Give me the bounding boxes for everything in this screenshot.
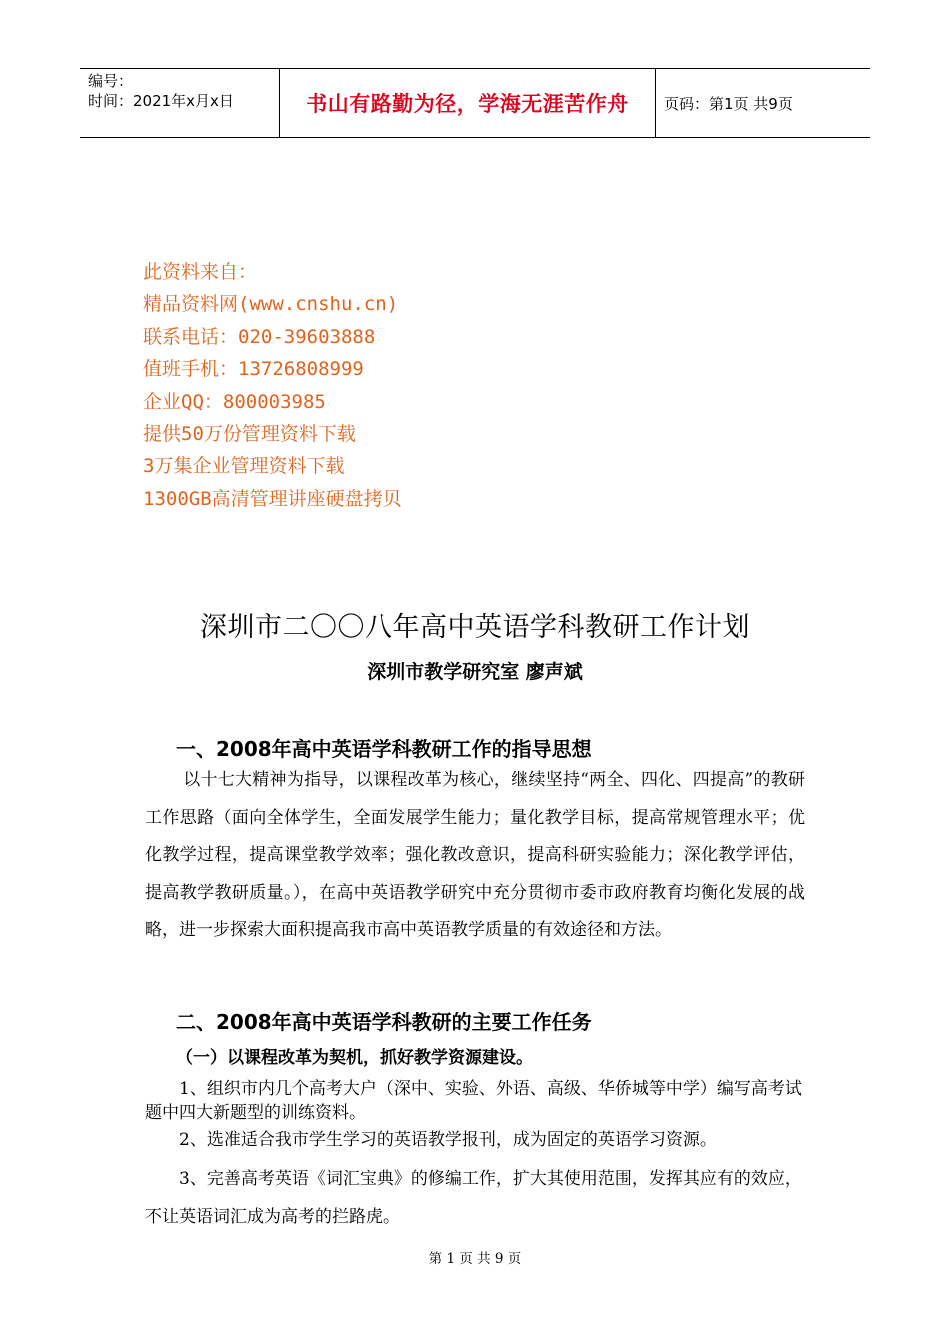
document-author: 深圳市教学研究室 廖声斌 bbox=[367, 661, 583, 683]
section-2-heading: 二、2008年高中英语学科教研的主要工作任务 bbox=[176, 1010, 592, 1034]
section-2-subheading: （一）以课程改革为契机，抓好教学资源建设。 bbox=[176, 1048, 533, 1068]
section-1-heading: 一、2008年高中英语学科教研工作的指导思想 bbox=[176, 737, 592, 761]
source-line: 联系电话：020-39603888 bbox=[143, 325, 376, 348]
source-line: 企业QQ：800003985 bbox=[143, 390, 326, 413]
document-title: 深圳市二〇〇八年高中英语学科教研工作计划 bbox=[200, 612, 750, 643]
source-line: 提供50万份管理资料下载 bbox=[143, 423, 356, 446]
header-table bbox=[80, 68, 870, 138]
source-line: 3万集企业管理资料下载 bbox=[143, 455, 345, 478]
number-label: 编号： bbox=[88, 72, 134, 90]
page-footer: 第 1 页 共 9 页 bbox=[428, 1251, 522, 1267]
source-line: 精品资料网(www.cnshu.cn) bbox=[143, 293, 399, 316]
source-info-block bbox=[143, 256, 402, 515]
source-line: 1300GB高清管理讲座硬盘拷贝 bbox=[143, 487, 402, 510]
source-line: 此资料来自： bbox=[143, 261, 258, 283]
header-left-cell bbox=[80, 69, 280, 137]
list-item: 1、组织市内几个高考大户（深中、实验、外语、高级、华侨城等中学）编写高考试题中四大新题型的训练资料。 bbox=[145, 1079, 802, 1123]
section-1-paragraph bbox=[145, 762, 805, 950]
list-item: 3、完善高考英语《词汇宝典》的修编工作，扩大其使用范围，发挥其应有的效应，不让英语词汇成为高考的拦路虎。 bbox=[145, 1169, 802, 1227]
list-item: 2、选准适合我市学生学习的英语教学报刊，成为固定的英语学习资源。 bbox=[179, 1130, 717, 1150]
source-line: 值班手机：13726808999 bbox=[143, 358, 364, 381]
date-label: 时间：2021年x月x日 bbox=[88, 92, 234, 110]
header-page-info: 页码：第1页 共9页 bbox=[664, 94, 793, 113]
header-motto: 书山有路勤为径，学海无涯苦作舟 bbox=[280, 69, 656, 137]
section-1-text: 以十七大精神为指导，以课程改革为核心，继续坚持“两全、四化、四提高”的教研工作思路（面向全体学生，全面发展学生能力；量化教学目标，提高常规管理水平；优化教学过程，提高课堂教学效率；强化教改意识，提高科研实验能力；深化教学评估，提高教学教研质量。），在高中英语教学研究中充分贯彻市委市政府教育均衡化发展的战略，进一步探索大面积提高我市高中英语教学质量的有效途径和方法。 bbox=[145, 770, 805, 940]
